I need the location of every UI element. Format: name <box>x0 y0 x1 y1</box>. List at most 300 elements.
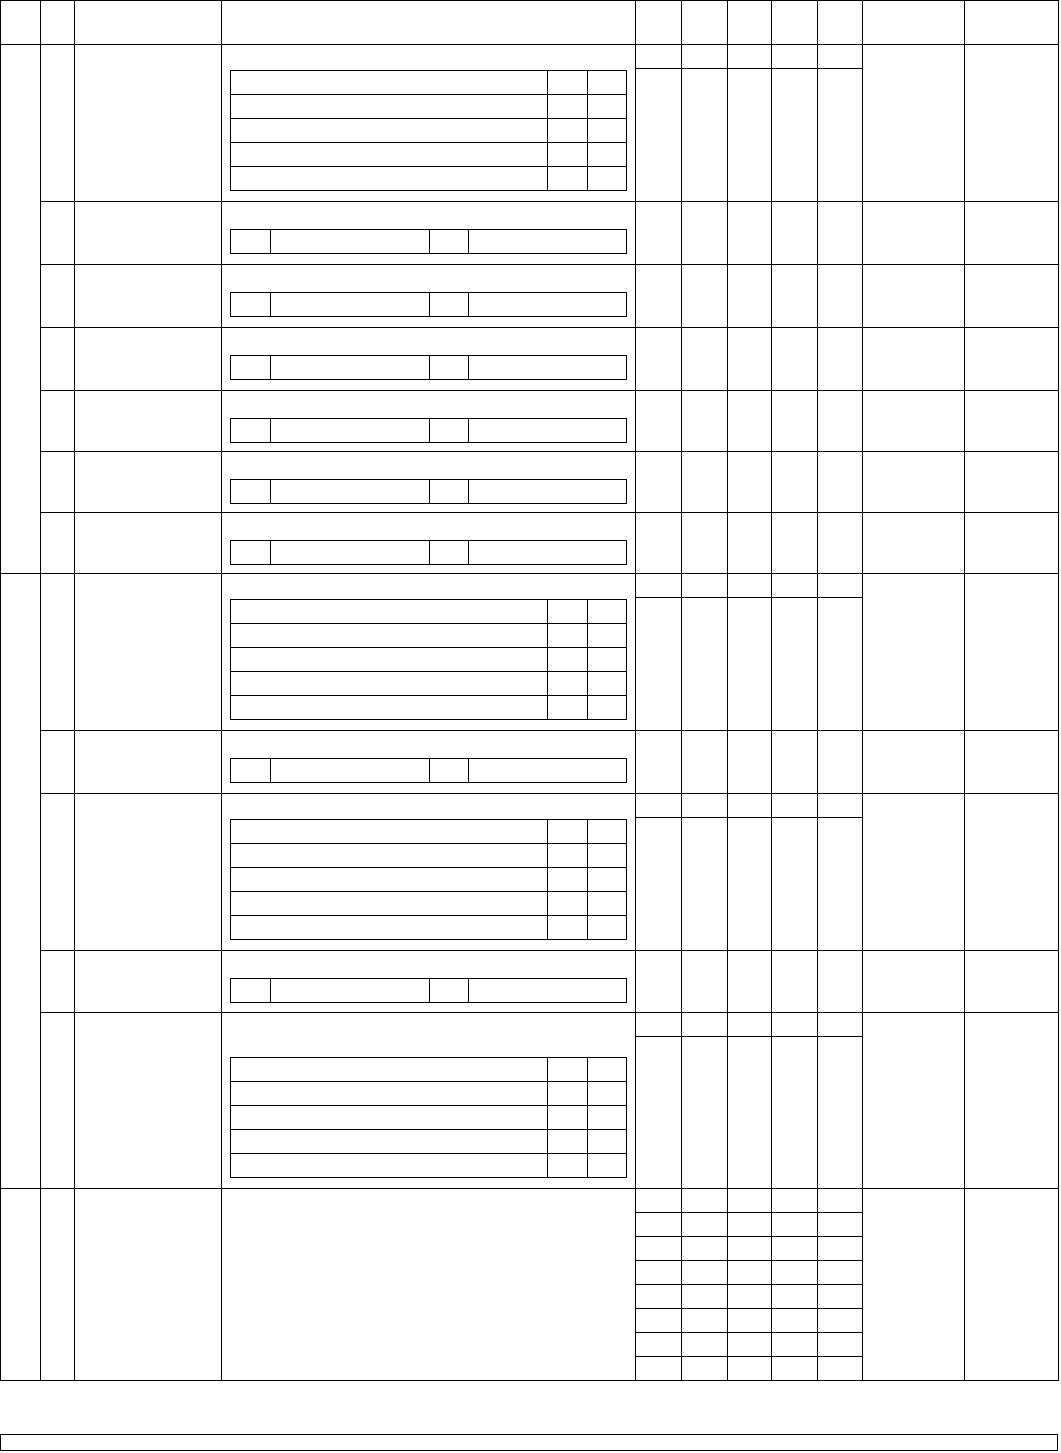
score-header-cell <box>771 44 818 69</box>
score-cell <box>817 390 863 452</box>
grid-cell <box>635 1188 682 1213</box>
row-number-cell <box>40 451 75 513</box>
row-number-cell <box>40 950 75 1013</box>
list-item-cell <box>587 623 627 648</box>
list-item-cell <box>547 647 588 672</box>
list-item-cell <box>230 1129 548 1154</box>
list-item-cell <box>587 70 627 95</box>
row-label-cell-text <box>75 452 221 456</box>
row-label-cell <box>74 390 222 452</box>
row-remarks-cell <box>862 1188 965 1381</box>
score-cell <box>817 597 863 731</box>
header-cell-text <box>965 1 1058 5</box>
score-cell <box>727 390 772 452</box>
score-cell <box>681 730 728 794</box>
score-cell <box>771 597 818 731</box>
score-header-cell <box>681 793 728 818</box>
score-cell <box>635 451 682 513</box>
list-item-cell <box>587 94 627 119</box>
score-header-cell <box>681 44 728 69</box>
header-cell <box>964 0 1059 45</box>
score-header-cell <box>817 44 863 69</box>
row-remarks-cell <box>862 327 965 391</box>
section-label-cell <box>0 1188 41 1381</box>
row-remarks-cell <box>862 950 965 1013</box>
score-header-cell <box>817 1012 863 1037</box>
list-item-cell <box>547 1129 588 1154</box>
pair-value-cell <box>468 292 627 317</box>
pair-value-cell <box>468 229 627 254</box>
row-notes-cell <box>964 264 1059 328</box>
list-item-cell <box>547 1081 588 1106</box>
list-item-cell <box>230 118 548 143</box>
grid-cell <box>817 1308 863 1333</box>
row-remarks-cell <box>862 793 965 951</box>
pair-value-cell <box>270 292 430 317</box>
score-cell <box>771 201 818 265</box>
pair-key-cell <box>230 479 271 504</box>
row-notes-cell <box>964 573 1059 731</box>
score-cell <box>635 264 682 328</box>
score-cell <box>727 327 772 391</box>
footer-box <box>0 1434 1058 1451</box>
grid-cell <box>817 1356 863 1381</box>
row-remarks-cell <box>862 264 965 328</box>
row-label-cell <box>74 512 222 574</box>
grid-cell <box>771 1308 818 1333</box>
grid-cell <box>727 1308 772 1333</box>
list-item-cell <box>230 70 548 95</box>
grid-cell <box>727 1236 772 1261</box>
header-cell <box>635 0 682 45</box>
pair-value-cell <box>270 540 430 565</box>
list-item-cell <box>587 142 627 167</box>
list-item-cell <box>587 1129 627 1154</box>
score-header-cell <box>727 793 772 818</box>
row-label-cell-text <box>75 265 221 269</box>
list-item-cell <box>230 599 548 624</box>
list-item-cell <box>547 94 588 119</box>
row-label-cell-text <box>75 574 221 578</box>
grid-cell <box>727 1284 772 1309</box>
score-cell <box>771 68 818 202</box>
row-notes-cell <box>964 1012 1059 1189</box>
grid-cell <box>681 1260 728 1285</box>
section-label-cell <box>0 573 41 1189</box>
row-number-cell <box>40 793 75 951</box>
list-item-cell <box>547 1057 588 1082</box>
score-cell <box>681 950 728 1013</box>
row-label-cell <box>74 573 222 731</box>
header-cell-text <box>728 1 771 5</box>
row-label-cell <box>74 793 222 951</box>
score-cell <box>817 730 863 794</box>
list-item-cell <box>587 1081 627 1106</box>
row-notes-cell <box>964 327 1059 391</box>
row-notes-cell <box>964 201 1059 265</box>
score-cell <box>771 1036 818 1189</box>
row-number-cell <box>40 730 75 794</box>
grid-cell <box>771 1236 818 1261</box>
pair-value-cell <box>468 479 627 504</box>
list-item-cell <box>547 118 588 143</box>
list-item-cell <box>547 142 588 167</box>
score-cell <box>635 730 682 794</box>
score-cell <box>817 451 863 513</box>
row-label-cell <box>74 730 222 794</box>
pair-key-cell <box>230 978 271 1003</box>
pair-value-cell <box>468 978 627 1003</box>
row-label-cell-text <box>75 391 221 395</box>
score-header-cell <box>771 1012 818 1037</box>
list-item-cell <box>587 647 627 672</box>
list-item-cell <box>587 867 627 892</box>
list-item-cell <box>230 843 548 868</box>
pair-key-cell <box>230 355 271 380</box>
grid-cell <box>727 1260 772 1285</box>
pair-key-cell <box>429 479 469 504</box>
row-label-cell-text <box>75 1013 221 1017</box>
header-cell-text <box>818 1 862 5</box>
pair-value-cell <box>468 540 627 565</box>
row-label-cell-text <box>75 328 221 332</box>
list-item-cell <box>230 695 548 720</box>
grid-cell <box>817 1260 863 1285</box>
row-notes-cell <box>964 512 1059 574</box>
score-header-cell <box>681 1012 728 1037</box>
grid-cell <box>727 1188 772 1213</box>
score-cell <box>635 201 682 265</box>
row-notes-cell <box>964 390 1059 452</box>
score-cell <box>727 730 772 794</box>
grid-cell <box>817 1284 863 1309</box>
score-cell <box>681 201 728 265</box>
pair-value-cell <box>270 229 430 254</box>
score-cell <box>635 512 682 574</box>
score-cell <box>817 201 863 265</box>
score-cell <box>681 264 728 328</box>
row-label-cell <box>74 264 222 328</box>
row-remarks-cell <box>862 1012 965 1189</box>
row-label-cell-text <box>75 951 221 955</box>
row-number-cell <box>40 201 75 265</box>
header-cell <box>817 0 863 45</box>
row-remarks-cell <box>862 44 965 202</box>
header-cell <box>221 0 636 45</box>
score-header-cell <box>635 44 682 69</box>
list-item-cell <box>230 1153 548 1178</box>
score-cell <box>771 730 818 794</box>
score-cell <box>681 817 728 951</box>
section-label-cell-text <box>1 574 40 578</box>
header-cell <box>0 0 41 45</box>
score-cell <box>771 327 818 391</box>
score-header-cell <box>635 793 682 818</box>
row-number-cell <box>40 44 75 202</box>
pair-key-cell <box>429 355 469 380</box>
score-cell <box>727 264 772 328</box>
row-number-cell <box>40 390 75 452</box>
header-cell-text <box>636 1 681 5</box>
list-item-cell <box>587 671 627 696</box>
list-item-cell <box>230 94 548 119</box>
header-cell-text <box>682 1 727 5</box>
grid-cell <box>771 1188 818 1213</box>
row-remarks-cell <box>862 512 965 574</box>
header-cell <box>862 0 965 45</box>
row-number-cell <box>40 1188 75 1381</box>
row-notes-cell <box>964 730 1059 794</box>
grid-cell <box>817 1236 863 1261</box>
header-cell-text <box>222 1 635 5</box>
row-label-cell <box>74 451 222 513</box>
pair-key-cell <box>230 540 271 565</box>
row-notes-cell <box>964 451 1059 513</box>
score-header-cell <box>635 573 682 598</box>
pair-key-cell <box>429 978 469 1003</box>
row-label-cell <box>74 1188 222 1381</box>
score-cell <box>681 327 728 391</box>
header-cell-text <box>75 1 221 5</box>
grid-cell <box>771 1356 818 1381</box>
list-item-cell <box>587 1153 627 1178</box>
score-header-cell <box>681 573 728 598</box>
header-cell <box>727 0 772 45</box>
list-item-cell <box>547 599 588 624</box>
score-cell <box>635 390 682 452</box>
list-item-cell <box>547 915 588 940</box>
row-label-cell <box>74 44 222 202</box>
list-item-cell <box>587 118 627 143</box>
pair-key-cell <box>429 540 469 565</box>
grid-cell <box>681 1308 728 1333</box>
row-label-cell <box>74 201 222 265</box>
list-item-cell <box>230 623 548 648</box>
pair-value-cell <box>270 418 430 443</box>
row-label-cell-text <box>75 731 221 735</box>
section-label-cell-text <box>1 45 40 49</box>
list-item-cell <box>587 843 627 868</box>
list-item-cell <box>230 891 548 916</box>
list-item-cell <box>547 1153 588 1178</box>
pair-value-cell <box>270 355 430 380</box>
list-item-cell <box>230 819 548 844</box>
score-cell <box>771 817 818 951</box>
score-cell <box>681 512 728 574</box>
list-item-cell <box>587 599 627 624</box>
score-cell <box>635 1036 682 1189</box>
list-item-cell <box>587 1105 627 1130</box>
list-item-cell <box>587 891 627 916</box>
grid-cell <box>727 1356 772 1381</box>
grid-cell <box>771 1260 818 1285</box>
header-cell <box>40 0 75 45</box>
score-cell <box>635 68 682 202</box>
score-header-cell <box>817 573 863 598</box>
list-item-cell <box>230 166 548 191</box>
list-item-cell <box>547 867 588 892</box>
grid-cell <box>817 1332 863 1357</box>
list-item-cell <box>547 671 588 696</box>
score-cell <box>635 327 682 391</box>
score-cell <box>635 597 682 731</box>
pair-key-cell <box>230 292 271 317</box>
score-cell <box>771 390 818 452</box>
score-cell <box>771 512 818 574</box>
pair-value-cell <box>468 418 627 443</box>
list-item-cell <box>587 819 627 844</box>
header-cell <box>74 0 222 45</box>
list-item-cell <box>230 1057 548 1082</box>
grid-cell <box>681 1236 728 1261</box>
row-label-cell-text <box>75 202 221 206</box>
list-item-cell <box>547 695 588 720</box>
row-label-cell-text <box>75 794 221 798</box>
row-number-cell <box>40 573 75 731</box>
header-cell <box>771 0 818 45</box>
grid-cell <box>681 1284 728 1309</box>
grid-cell <box>727 1332 772 1357</box>
score-cell <box>727 950 772 1013</box>
section-label-cell <box>0 44 41 574</box>
score-cell <box>817 950 863 1013</box>
row-detail-cell <box>221 1188 636 1381</box>
row-notes-cell <box>964 950 1059 1013</box>
header-cell-text <box>41 1 74 5</box>
score-cell <box>771 950 818 1013</box>
score-cell <box>771 451 818 513</box>
pair-value-cell <box>270 978 430 1003</box>
list-item-cell <box>587 166 627 191</box>
pair-value-cell <box>468 758 627 783</box>
list-item-cell <box>230 1081 548 1106</box>
pair-value-cell <box>270 479 430 504</box>
row-notes-cell <box>964 793 1059 951</box>
pair-key-cell <box>429 758 469 783</box>
grid-cell <box>817 1188 863 1213</box>
score-header-cell <box>727 44 772 69</box>
row-label-cell <box>74 327 222 391</box>
score-header-cell <box>727 1012 772 1037</box>
score-cell <box>727 597 772 731</box>
grid-cell <box>771 1284 818 1309</box>
grid-cell <box>681 1188 728 1213</box>
score-header-cell <box>771 793 818 818</box>
score-cell <box>681 390 728 452</box>
grid-cell <box>635 1284 682 1309</box>
pair-value-cell <box>270 758 430 783</box>
list-item-cell <box>230 647 548 672</box>
list-item-cell <box>587 915 627 940</box>
score-cell <box>817 1036 863 1189</box>
row-notes-cell <box>964 1188 1059 1381</box>
grid-cell <box>681 1332 728 1357</box>
score-header-cell <box>771 573 818 598</box>
score-cell <box>817 327 863 391</box>
list-item-cell <box>547 819 588 844</box>
row-label-cell-text <box>75 45 221 49</box>
score-cell <box>681 451 728 513</box>
grid-cell <box>635 1308 682 1333</box>
grid-cell <box>635 1212 682 1237</box>
row-notes-cell <box>964 44 1059 202</box>
row-number-cell <box>40 264 75 328</box>
score-cell <box>727 1036 772 1189</box>
score-header-cell <box>817 793 863 818</box>
row-number-cell <box>40 327 75 391</box>
row-label-cell <box>74 950 222 1013</box>
list-item-cell <box>547 843 588 868</box>
score-cell <box>635 950 682 1013</box>
row-remarks-cell <box>862 730 965 794</box>
row-label-cell-text <box>75 513 221 517</box>
header-cell-text <box>1 1 40 5</box>
score-header-cell <box>635 1012 682 1037</box>
list-item-cell <box>547 1105 588 1130</box>
grid-cell <box>635 1356 682 1381</box>
pair-key-cell <box>429 418 469 443</box>
section-label-cell-text <box>1 1189 40 1193</box>
list-item-cell <box>587 695 627 720</box>
list-item-cell <box>230 671 548 696</box>
grid-cell <box>681 1212 728 1237</box>
grid-cell <box>771 1332 818 1357</box>
grid-cell <box>635 1332 682 1357</box>
score-cell <box>727 512 772 574</box>
score-cell <box>727 68 772 202</box>
list-item-cell <box>230 142 548 167</box>
row-number-cell <box>40 512 75 574</box>
grid-cell <box>817 1212 863 1237</box>
score-cell <box>817 512 863 574</box>
score-header-cell <box>727 573 772 598</box>
score-cell <box>635 817 682 951</box>
row-remarks-cell <box>862 201 965 265</box>
grid-cell <box>635 1260 682 1285</box>
grid-cell <box>681 1356 728 1381</box>
list-item-cell <box>547 166 588 191</box>
header-cell-text <box>772 1 817 5</box>
list-item-cell <box>547 891 588 916</box>
row-remarks-cell <box>862 573 965 731</box>
list-item-cell <box>230 915 548 940</box>
score-cell <box>681 597 728 731</box>
row-number-cell <box>40 1012 75 1189</box>
pair-key-cell <box>429 292 469 317</box>
grid-cell <box>771 1212 818 1237</box>
score-cell <box>681 1036 728 1189</box>
pair-key-cell <box>230 418 271 443</box>
grid-cell <box>635 1236 682 1261</box>
pair-key-cell <box>230 758 271 783</box>
pair-key-cell <box>230 229 271 254</box>
score-cell <box>817 264 863 328</box>
pair-value-cell <box>468 355 627 380</box>
row-remarks-cell <box>862 390 965 452</box>
score-cell <box>681 68 728 202</box>
score-cell <box>817 68 863 202</box>
list-item-cell <box>230 867 548 892</box>
row-label-cell <box>74 1012 222 1189</box>
row-remarks-cell <box>862 451 965 513</box>
list-item-cell <box>547 623 588 648</box>
score-cell <box>727 201 772 265</box>
score-cell <box>771 264 818 328</box>
grid-cell <box>727 1212 772 1237</box>
header-cell-text <box>863 1 964 5</box>
score-cell <box>727 817 772 951</box>
list-item-cell <box>547 70 588 95</box>
